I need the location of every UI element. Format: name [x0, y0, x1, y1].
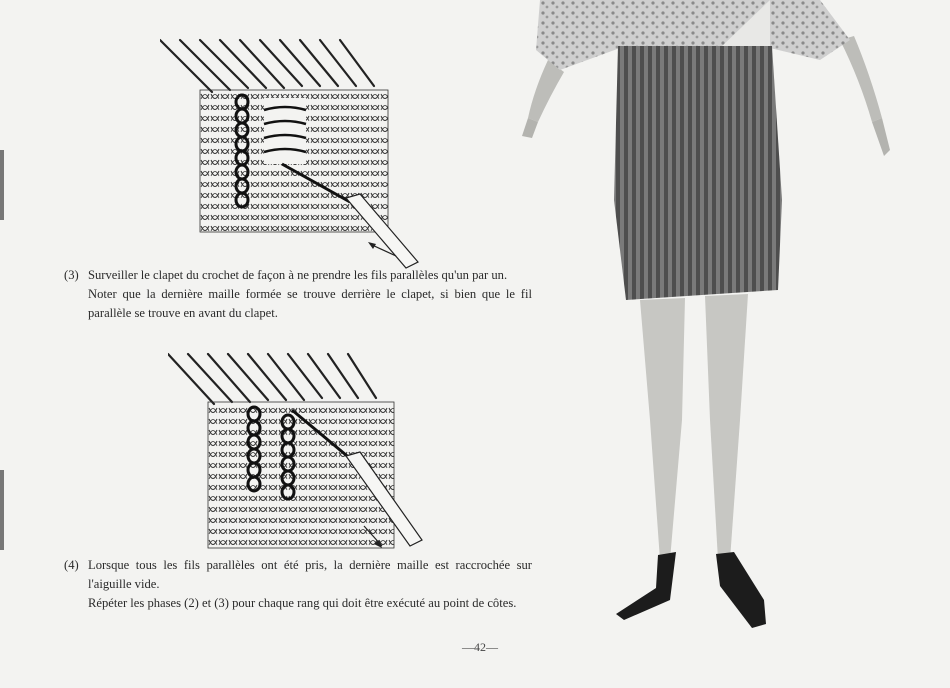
step-paragraph: Répéter les phases (2) et (3) pour chaque rang qui doit être exécuté au point de côtes.	[88, 596, 517, 610]
step-3-text	[64, 266, 532, 323]
page-number: —42—	[462, 640, 498, 654]
step-paragraph: Lorsque tous les fils parallèles ont été pris, la dernière maille est raccrochée sur l'aiguille vide.	[88, 558, 532, 591]
knitting-illustration-step-4	[168, 352, 426, 552]
step-number: (4)	[64, 558, 79, 572]
step-paragraph: Noter que la dernière maille formée se trouve derrière le clapet, si bien que le fil parallèle se trouve en avant du clapet.	[88, 287, 532, 320]
binding-edge-mark	[0, 470, 4, 550]
step-paragraph: Surveiller le clapet du crochet de façon à ne prendre les fils parallèles qu'un par un.	[88, 268, 508, 282]
step-4-text	[64, 556, 532, 613]
step-number: (3)	[64, 268, 79, 282]
knitting-illustration-step-3	[160, 38, 422, 270]
binding-edge-mark	[0, 150, 4, 220]
model-photo	[520, 0, 950, 688]
